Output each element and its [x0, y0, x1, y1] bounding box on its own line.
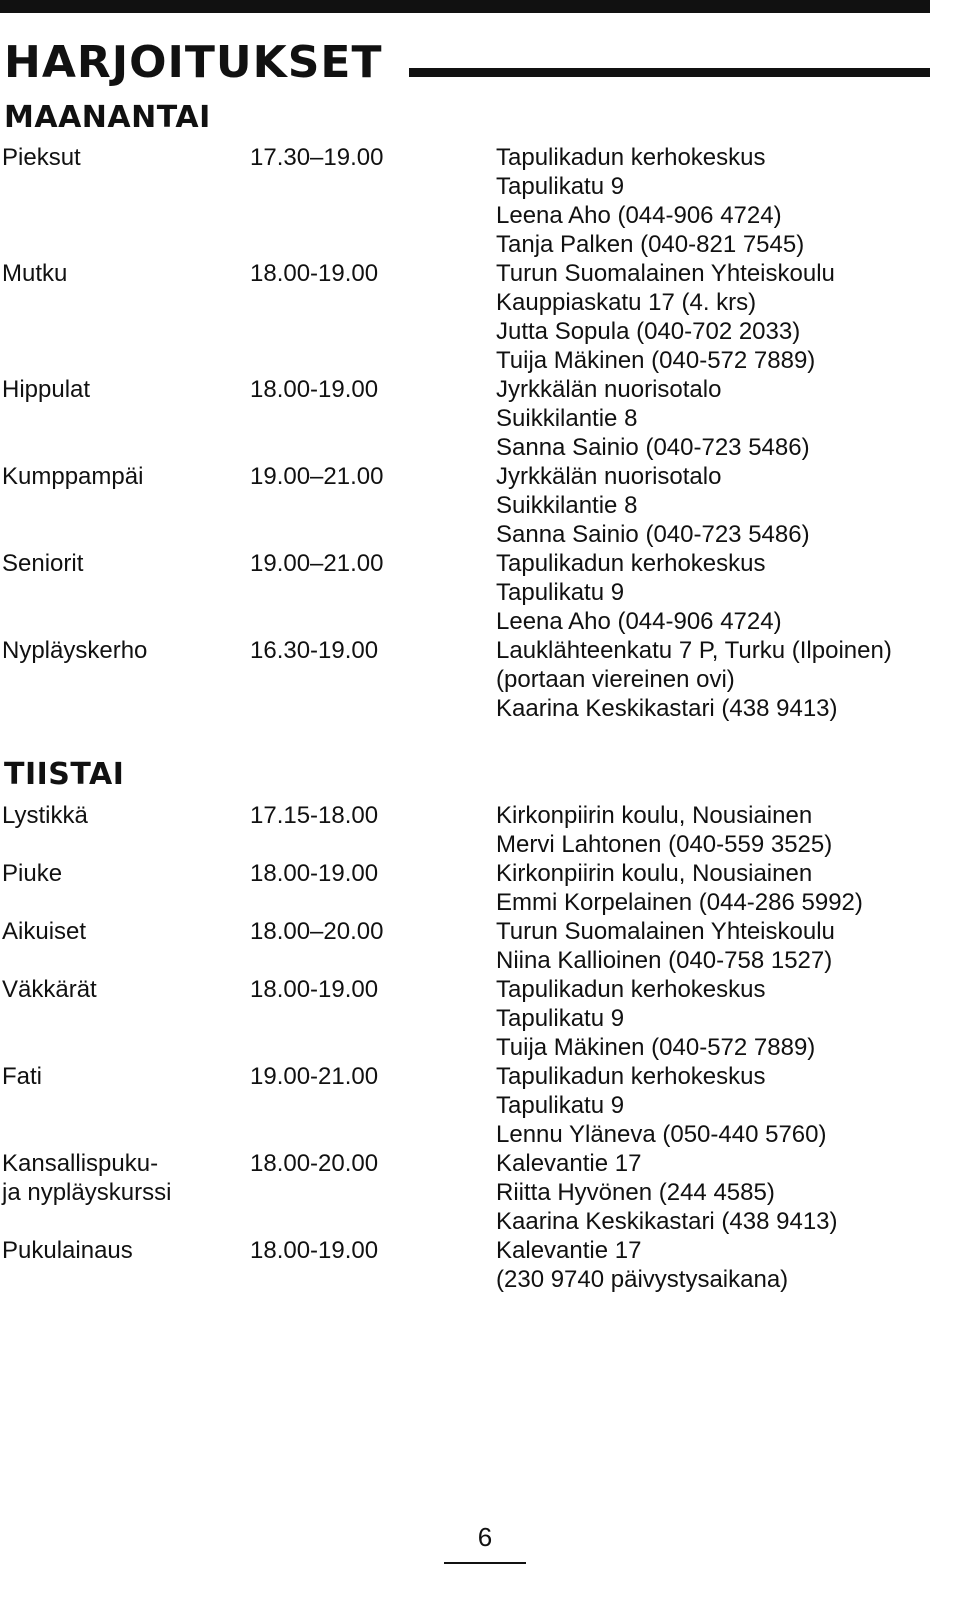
group-name-line: Lystikkä [2, 802, 88, 829]
group-name [2, 462, 250, 549]
group-name [2, 636, 250, 723]
practice-time: 19.00–21.00 [250, 550, 384, 577]
group-name [2, 259, 250, 375]
schedule-row [2, 375, 932, 462]
practice-time: 16.30-19.00 [250, 637, 379, 664]
group-name [2, 1149, 250, 1236]
schedule-monday [2, 143, 932, 723]
footer-rule [444, 1562, 526, 1564]
info-line: Emmi Korpelainen (044-286 5992) [496, 889, 863, 916]
info-line: (230 9740 päivystysaikana) [496, 1266, 789, 1293]
group-name-line: ja nypläyskurssi [2, 1179, 172, 1206]
schedule-row [2, 801, 932, 859]
day-heading-monday: MAANANTAI [4, 100, 211, 135]
group-name [2, 375, 250, 462]
info-line: Niina Kallioinen (040-758 1527) [496, 947, 833, 974]
practice-time: 19.00-21.00 [250, 1063, 379, 1090]
info-line: Riitta Hyvönen (244 4585) [496, 1179, 775, 1206]
group-name-line: Piuke [2, 860, 63, 887]
group-name-line: Nypläyskerho [2, 637, 148, 664]
practice-time: 18.00–20.00 [250, 918, 384, 945]
schedule-row [2, 636, 932, 723]
top-rule [0, 0, 930, 13]
location-contact [496, 975, 932, 1062]
info-line: Sanna Sainio (040-723 5486) [496, 521, 810, 548]
group-name [2, 143, 250, 259]
info-line: Kaarina Keskikastari (438 9413) [496, 695, 838, 722]
group-name [2, 859, 250, 917]
schedule-row [2, 859, 932, 917]
location-contact [496, 1062, 932, 1149]
info-line: Tapulikadun kerhokeskus [496, 144, 766, 171]
info-line: Kirkonpiirin koulu, Nousiainen [496, 860, 813, 887]
practice-time: 17.15-18.00 [250, 802, 379, 829]
info-line: Tapulikadun kerhokeskus [496, 550, 766, 577]
info-line: Tapulikatu 9 [496, 579, 625, 606]
practice-time: 17.30–19.00 [250, 144, 384, 171]
schedule-row [2, 462, 932, 549]
location-contact [496, 462, 932, 549]
info-line: Mervi Lahtonen (040-559 3525) [496, 831, 833, 858]
group-name-line: Pieksut [2, 144, 81, 171]
info-line: Tapulikatu 9 [496, 1005, 625, 1032]
info-line: Jutta Sopula (040-702 2033) [496, 318, 801, 345]
group-name-line: Kumppampäi [2, 463, 144, 490]
location-contact [496, 1149, 932, 1236]
location-contact [496, 375, 932, 462]
schedule-row [2, 975, 932, 1062]
practice-time: 18.00-20.00 [250, 1150, 379, 1177]
info-line: Tapulikatu 9 [496, 173, 625, 200]
info-line: (portaan viereinen ovi) [496, 666, 735, 693]
info-line: Jyrkkälän nuorisotalo [496, 376, 722, 403]
info-line: Kalevantie 17 [496, 1150, 642, 1177]
schedule-tuesday [2, 801, 932, 1294]
info-line: Lennu Yläneva (050-440 5760) [496, 1121, 827, 1148]
info-line: Tuija Mäkinen (040-572 7889) [496, 1034, 816, 1061]
page-number: 6 [477, 1522, 493, 1552]
info-line: Tapulikadun kerhokeskus [496, 976, 766, 1003]
location-contact [496, 636, 932, 723]
location-contact [496, 143, 932, 259]
info-line: Turun Suomalainen Yhteiskoulu [496, 260, 835, 287]
location-contact [496, 859, 932, 917]
group-name [2, 549, 250, 636]
group-name-line: Aikuiset [2, 918, 87, 945]
schedule-row [2, 259, 932, 375]
info-line: Tanja Palken (040-821 7545) [496, 231, 805, 258]
practice-time: 18.00-19.00 [250, 260, 379, 287]
info-line: Kirkonpiirin koulu, Nousiainen [496, 802, 813, 829]
group-name-line: Hippulat [2, 376, 91, 403]
practice-time: 18.00-19.00 [250, 860, 379, 887]
title-rule [409, 68, 930, 77]
group-name-line: Pukulainaus [2, 1237, 133, 1264]
info-line: Kauppiaskatu 17 (4. krs) [496, 289, 757, 316]
practice-time: 18.00-19.00 [250, 376, 379, 403]
info-line: Sanna Sainio (040-723 5486) [496, 434, 810, 461]
location-contact [496, 917, 932, 975]
info-line: Tuija Mäkinen (040-572 7889) [496, 347, 816, 374]
day-heading-tuesday: TIISTAI [4, 757, 125, 792]
location-contact [496, 549, 932, 636]
info-line: Tapulikatu 9 [496, 1092, 625, 1119]
title-row [4, 32, 930, 92]
group-name [2, 1062, 250, 1149]
info-line: Turun Suomalainen Yhteiskoulu [496, 918, 835, 945]
group-name-line: Mutku [2, 260, 68, 287]
page-title: HARJOITUKSET [4, 36, 383, 88]
info-line: Leena Aho (044-906 4724) [496, 202, 782, 229]
schedule-row [2, 1062, 932, 1149]
location-contact [496, 1236, 932, 1294]
location-contact [496, 259, 932, 375]
schedule-row [2, 1149, 932, 1236]
schedule-row [2, 143, 932, 259]
info-line: Lauklähteenkatu 7 P, Turku (Ilpoinen) [496, 637, 892, 664]
group-name [2, 801, 250, 859]
info-line: Suikkilantie 8 [496, 405, 638, 432]
location-contact [496, 801, 932, 859]
schedule-row [2, 549, 932, 636]
schedule-row [2, 1236, 932, 1294]
group-name-line: Seniorit [2, 550, 84, 577]
group-name [2, 975, 250, 1062]
schedule-row [2, 917, 932, 975]
info-line: Kalevantie 17 [496, 1237, 642, 1264]
info-line: Suikkilantie 8 [496, 492, 638, 519]
info-line: Leena Aho (044-906 4724) [496, 608, 782, 635]
group-name-line: Fati [2, 1063, 43, 1090]
group-name-line: Kansallispuku- [2, 1150, 159, 1177]
group-name [2, 917, 250, 975]
group-name-line: Väkkärät [2, 976, 97, 1003]
group-name [2, 1236, 250, 1294]
practice-time: 19.00–21.00 [250, 463, 384, 490]
info-line: Jyrkkälän nuorisotalo [496, 463, 722, 490]
info-line: Kaarina Keskikastari (438 9413) [496, 1208, 838, 1235]
practice-time: 18.00-19.00 [250, 1237, 379, 1264]
info-line: Tapulikadun kerhokeskus [496, 1063, 766, 1090]
practice-time: 18.00-19.00 [250, 976, 379, 1003]
